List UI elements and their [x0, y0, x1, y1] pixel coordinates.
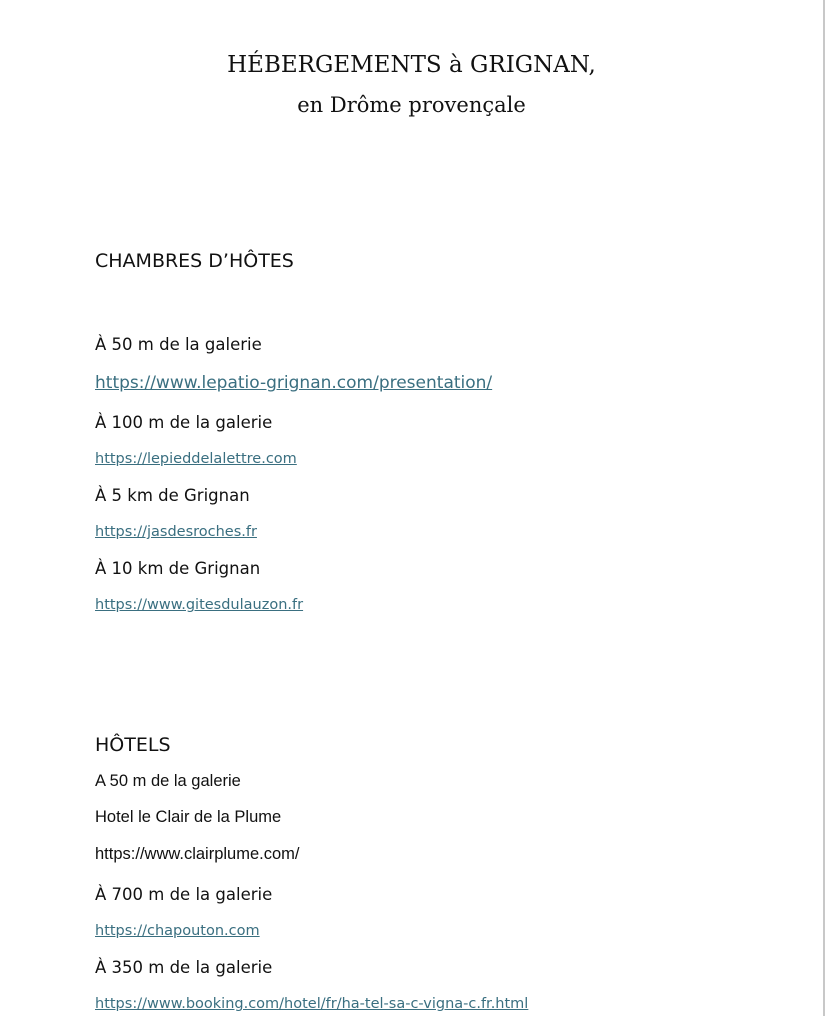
document-subtitle: en Drôme provençale — [297, 93, 526, 117]
lepatio-link[interactable]: https://www.lepatio-grignan.com/presentation/ — [95, 373, 493, 393]
distance-label: À 100 m de la galerie — [95, 413, 273, 432]
distance-label: À 50 m de la galerie — [95, 335, 262, 354]
lepieddelalettre-link[interactable]: https://lepieddelalettre.com — [95, 451, 297, 467]
distance-label: À 5 km de Grignan — [95, 486, 250, 505]
section-heading-chambres: CHAMBRES D’HÔTES — [95, 250, 294, 272]
distance-label: A 50 m de la galerie — [95, 772, 241, 790]
distance-label: À 350 m de la galerie — [95, 958, 273, 977]
document-title: HÉBERGEMENTS à GRIGNAN, — [227, 52, 596, 78]
section-heading-hotels: HÔTELS — [95, 734, 171, 756]
distance-label: À 700 m de la galerie — [95, 885, 273, 904]
hotel-url-text: https://www.clairplume.com/ — [95, 845, 300, 863]
gitesdulauzon-link[interactable]: https://www.gitesdulauzon.fr — [95, 597, 304, 613]
booking-link[interactable]: https://www.booking.com/hotel/fr/ha-tel-sa-c-vigna-c.fr.html — [95, 996, 529, 1012]
chapouton-link[interactable]: https://chapouton.com — [95, 923, 260, 939]
jasdesroches-link[interactable]: https://jasdesroches.fr — [95, 524, 257, 540]
distance-label: À 10 km de Grignan — [95, 559, 261, 578]
hotel-name: Hotel le Clair de la Plume — [95, 808, 282, 826]
